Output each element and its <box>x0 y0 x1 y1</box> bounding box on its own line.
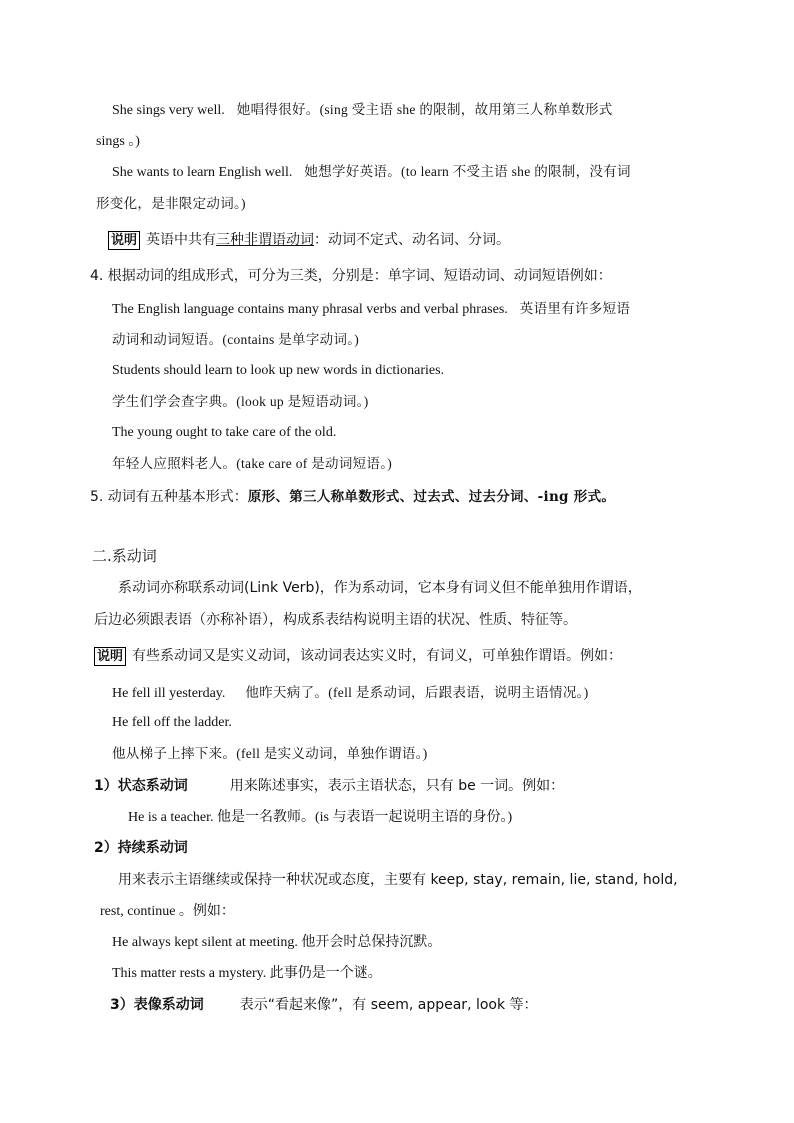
subheading: 3）表像系动词 <box>110 997 204 1013</box>
section-heading: 二.系动词 <box>92 547 157 565</box>
example-line-cont: 动词和动词短语。(contains 是单字动词。) <box>112 332 360 347</box>
paragraph-line: rest, continue 。例如： <box>100 904 235 919</box>
example-line <box>112 683 589 704</box>
chinese-explanation: 她想学好英语。(to learn 不受主语 she 的限制，没有词 <box>304 164 631 179</box>
chinese-explanation: 学生们学会查字典。(look up 是短语动词。) <box>112 394 369 409</box>
note-text: 有些系动词又是实义动词，该动词表达实义时，有词义，可单独作谓语。例如： <box>132 648 623 664</box>
note-text: ：动词不定式、动名词、分词。 <box>314 232 511 248</box>
example-line: He always kept silent at meeting. 他开会时总保持沉默。 <box>112 935 442 950</box>
english-sentence: He fell ill yesterday. <box>112 686 226 701</box>
example-line: He is a teacher. 他是一名教师。(is 与表语一起说明主语的身份。) <box>128 810 513 825</box>
paragraph-line: 用来表示主语继续或保持一种状况或态度，主要有 keep, stay, remain, lie, stand, hold, <box>118 872 678 888</box>
paragraph-line: 后边必须跟表语（亦称补语），构成系表结构说明主语的状况、性质、特征等。 <box>94 612 577 628</box>
subheading: 2）持续系动词 <box>94 840 188 856</box>
list-item-5 <box>90 487 615 507</box>
example-line <box>112 162 631 183</box>
item-lead: 5. 动词有五种基本形式： <box>90 489 248 505</box>
chinese-explanation: 他昨天病了。(fell 是系动词，后跟表语，说明主语情况。) <box>245 685 589 700</box>
subheading: 1）状态系动词 <box>94 778 188 794</box>
english-sentence: The English language contains many phrasal verbs and verbal phrases. <box>112 302 508 317</box>
paragraph-line: 系动词亦称联系动词(Link Verb)，作为系动词，它本身有词义但不能单独用作谓语， <box>118 580 642 596</box>
chinese-explanation: 她唱得很好。(sing 受主语 she 的限制，故用第三人称单数形式 <box>236 102 613 117</box>
english-sentence: He fell off the ladder. <box>112 715 232 730</box>
note-line <box>94 646 622 666</box>
chinese-explanation: 英语里有许多短语 <box>519 301 631 316</box>
note-label: 说明 <box>108 231 140 250</box>
example-line: This matter rests a mystery. 此事仍是一个谜。 <box>112 966 382 981</box>
subheading-desc: 用来陈述事实，表示主语状态，只有 be 一词。例如： <box>229 778 565 794</box>
english-sentence: She wants to learn English well. <box>112 165 293 180</box>
example-line-cont: 形变化，是非限定动词。) <box>96 196 246 211</box>
chinese-explanation: 他从梯子上摔下来。(fell 是实义动词，单独作谓语。) <box>112 746 428 761</box>
english-sentence: The young ought to take care of the old. <box>112 425 337 440</box>
note-label: 说明 <box>94 647 126 666</box>
subheading-line <box>110 995 538 1015</box>
list-item-4: 4. 根据动词的组成形式，可分为三类，分别是：单字词、短语动词、动词短语例如： <box>90 268 612 284</box>
note-line <box>108 230 510 250</box>
english-sentence: She sings very well. <box>112 103 225 118</box>
item-emphasis: 原形、第三人称单数形式、过去式、过去分词、-ing 形式。 <box>247 489 616 505</box>
example-line <box>112 100 613 121</box>
example-line-cont <box>96 132 140 152</box>
english-sentence: Students should learn to look up new words in dictionaries. <box>112 363 445 378</box>
example-line <box>112 299 630 320</box>
note-text: 英语中共有 <box>146 232 217 248</box>
subheading-desc: 表示“看起来像”，有 seem, appear, look 等： <box>239 997 538 1013</box>
continued-text: sings 。) <box>96 134 140 149</box>
underlined-term: 三种非谓语动词 <box>216 232 315 248</box>
chinese-explanation: 年轻人应照料老人。(take care of 是动词短语。) <box>112 456 393 471</box>
subheading-line <box>94 776 564 796</box>
